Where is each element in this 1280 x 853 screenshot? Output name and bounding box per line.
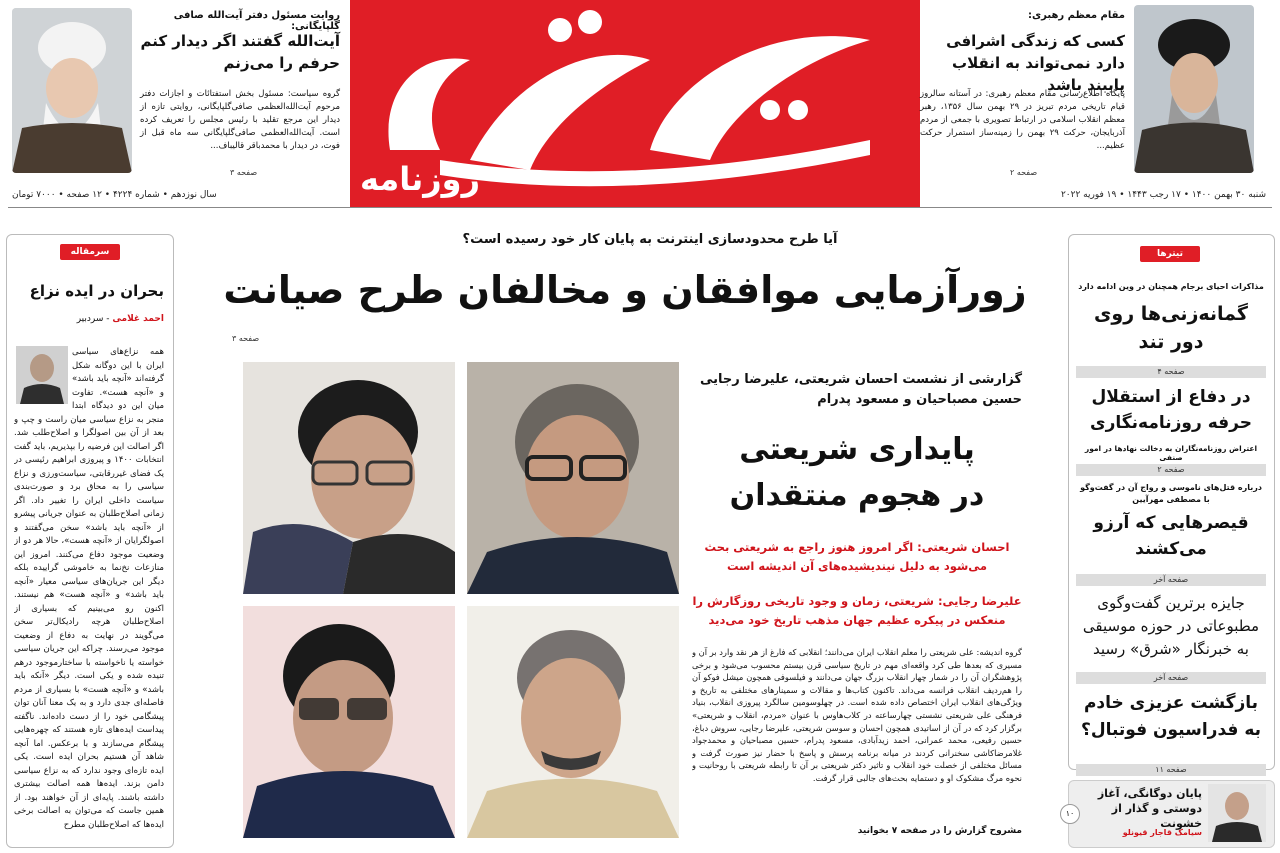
- editorial-title[interactable]: بحران در ایده نزاع: [29, 282, 164, 300]
- s3-page: صفحه آخر: [1076, 574, 1266, 586]
- photo-ehsan-shariati: [467, 362, 679, 594]
- top-left-kicker: روایت مسئول دفتر آیت‌الله صافی گلپایگانی:: [173, 10, 340, 32]
- story-title-2[interactable]: در هجوم منتقدان: [729, 478, 985, 513]
- s1-title[interactable]: گمانه‌زنی‌ها روی دور تند: [1094, 303, 1248, 353]
- s3-title[interactable]: قیصرهایی که آرزو می‌کشند: [1093, 513, 1249, 559]
- leader-photo: [1134, 5, 1254, 173]
- photo-hossein-mesbahian: [243, 606, 455, 838]
- headlines-tag: تیترها: [1140, 246, 1200, 262]
- editorial-byline: احمد غلامی - سردبیر: [76, 314, 164, 324]
- editorial-tag: سرمقاله: [60, 244, 120, 260]
- s2-page: صفحه ۲: [1076, 464, 1266, 476]
- s5-title[interactable]: بازگشت عزیزی خادم به فدراسیون فوتبال؟: [1080, 693, 1262, 740]
- story-continue[interactable]: مشروح گزارش را در صفحه ۷ بخوانید: [857, 826, 1022, 836]
- top-left-title[interactable]: آیت‌الله گفتند اگر دیدار کنم حرفم را می‌زنم: [140, 32, 340, 72]
- story-kicker: گزارشی از نشست احسان شریعتی، علیرضا رجایی حسین مصباحیان و مسعود پدرام: [699, 372, 1022, 407]
- issue-line: سال نوزدهم • شماره ۴۲۲۴ • ۱۲ صفحه • ۷۰۰۰ تومان: [12, 190, 217, 200]
- top-right-page: صفحه ۲: [1010, 168, 1038, 177]
- top-left-body: گروه سیاست: مسئول بخش استفتائات و اجازات دفتر مرحوم آیت‌الله‌العظمی صافی‌گلپایگانی، روایتی تازه از دیدار این مرجع تقلید با رئیس مجلس را تعریف کرده است. آیت‌الله‌العظمی صافی‌گلپایگانی سه ماه قبل از فوت، در دیدار با محمدباقر قالیباف...: [140, 89, 340, 151]
- photo-masoud-pedram: [467, 606, 679, 838]
- editorial-author-role: سردبیر: [76, 314, 104, 324]
- story-quote-1: احسان شریعتی: اگر امروز هنوز راجع به شریعتی بحث می‌شود به دلیل نیندیشیده‌های آن اندیشه است: [704, 540, 1010, 573]
- s2-sub: اعتراض روزنامه‌نگاران به دخالت نهادها در امور صنفی: [1084, 444, 1258, 462]
- masthead-subtitle: روزنامه: [360, 160, 480, 198]
- photo-alireza-rajaei: [243, 362, 455, 594]
- masthead-rule: [8, 207, 1272, 208]
- s4-title[interactable]: جایزه برترین گفت‌وگوی مطبوعاتی در حوزه موسیقی به خبرنگار «شرق» رسید: [1082, 594, 1260, 658]
- main-headline[interactable]: زورآزمایی موافقان و مخالفان طرح صیانت: [223, 268, 1027, 312]
- editorial-body-text: همه نزاع‌های سیاسی ایران با این دوگانه شکل گرفته‌اند «آنچه باید باشد» و «آنچه هست». تفاوت میان این دو دیدگاه ابتدا منجر به نزاع سیاسی میان راست و چپ و بعد از آن بین اصولگرا و اصلاح‌طلب شد. اگر اصالت این فرضیه را بپذیریم، باید گفت انتخابات ۱۴۰۰ و پیروزی ابراهیم رئیسی در یک فضای غیررقابتی، سیاست‌ورزی و نزاع سیاسی را به محاق برد و صورت‌بندی سیاست داخلی ایران را تغییر داد. اگر زمانی اصلاح‌طلبان به عنوان جریانی پیشرو از «آنچه باید باشد» سخن می‌گفتند و اصولگرایان از «آنچه هست»، حالا هر دو از وضعیت موجود دفاع می‌کنند. امروز این منازعات نخ‌نما به خاموشی گراییده بلکه دیگر این جریان‌های سیاسی معیار «آنچه باید باشد» و «آنچه هست» هم نیستند. اکنون رو می‌بینیم که بسیاری از اصلاح‌طلبان هرچه رادیکال‌تر سخن می‌گویند در نهایت به دفاع از وضعیت موجود می‌رسند. چراکه این جریان سیاسی خواسته یا ناخواسته با ساختارموجود درهم تنیده شده و یکی است. دیگر «آنکه باید باشد» و «آنچه هست» با بسیاری از مردم فاصله‌ای جدی دارد و به یک معنا آنان توان پیشگامی خود را از دست داده‌اند. ناگفته پیداست ایده‌های تازه هستند که چهره‌هایی پیشگام می‌سازند و با برعکس. اما آنچه شاهد آن هستیم بحران ایده است. یکی ایده تازه‌ای وجود ندارد که به نزاع سیاسی دامن بزند. ایده‌ها همه اصالت بیشتری داشته باشند. پایه‌ای از آن خواهند بود. از همین جاست که می‌توان به اصالت برخی ایده‌ها که اصلاح‌طلبان مطرح: [14, 347, 164, 830]
- top-right-title[interactable]: کسی که زندگی اشرافی دارد نمی‌تواند به انقلاب پایبند باشد: [946, 32, 1125, 94]
- editorial-photo-spacer: [14, 346, 72, 410]
- story-title-1[interactable]: پایداری شریعتی: [739, 432, 975, 467]
- opinion-author-photo: [1208, 784, 1266, 842]
- s1-page: صفحه ۴: [1076, 366, 1266, 378]
- s6-author: سیامک قاجار قیونلو: [1122, 828, 1202, 837]
- s4-page: صفحه آخر: [1076, 672, 1266, 684]
- date-line: شنبه ۳۰ بهمن ۱۴۰۰ • ۱۷ رجب ۱۴۴۳ • ۱۹ فوریه ۲۰۲۲: [1060, 190, 1266, 200]
- ayatollah-safi-photo: [12, 8, 132, 173]
- editorial-author: احمد غلامی: [112, 314, 164, 324]
- editorial-body: [14, 346, 164, 846]
- s3-kicker: درباره قتل‌های ناموسی و رواج آن در گفت‌وگو با مصطفی مهرآیین: [1080, 483, 1262, 504]
- main-kicker: آیا طرح محدودسازی اینترنت به پایان کار خود رسیده است؟: [462, 232, 838, 247]
- s6-page: ۱۰: [1060, 804, 1080, 824]
- s6-title[interactable]: پایان دوگانگی، آغاز دوستی و گذار از خشونت: [1097, 787, 1202, 830]
- top-left-page: صفحه ۳: [230, 168, 258, 177]
- s5-page: صفحه ۱۱: [1076, 764, 1266, 776]
- top-right-kicker: مقام معظم رهبری:: [1027, 10, 1125, 21]
- story-body: گروه اندیشه: علی شریعتی را معلم انقلاب ایران می‌دانند؛ انقلابی که فارغ از هر نقد وارد بر آن و مسیری که بعدها طی کرد واقعه‌ای مهم در تاریخ سیاسی قرن بیستم محسوب می‌شود و برخی پژوهشگران آن را در شمار چهار انقلاب بزرگ جهان می‌دانند و فیلسوفی همچون میشل فوکو آن را هم‌ردیف انقلاب فرانسه می‌داند. تاکنون کتاب‌ها و مقالات و سمینارهای مختلفی به تاریخ و ویژگی‌های انقلاب ایران اختصاص داده شده است. در چهلوسومین سالگرد پیروزی انقلاب، بنیاد فرهنگی علی شریعتی نشستی چهارساعته در کلاب‌هاوس با عنوان «مردم، انقلاب و شریعتی» برگزار کرد که در آن از اساتیدی همچون احسان و سوسن شریعتی، علیرضا رجایی، سروش دباغ، حسین رفیعی، محمد عمرانی، احمد زیدآبادی، مسعود پدرام، حسین مصباحیان و محمدجواد غلامرضاکاشی سخنرانی کردند در میانه برنامه پرسش و پاسخ با حضار نیز صورت گرفت و مسائل مختلفی از خصلت خود انقلاب و تاثیر دکتر شریعتی بر آن تا رابطه شریعتی با روحانیت و نحوه مرگ مشکوک او و دستمایه بحث‌های جالبی قرار گرفت.: [692, 647, 1022, 783]
- masthead-logo-text: [560, 70, 562, 71]
- story-quote-2: علیرضا رجایی: شریعتی، زمان و وجود تاریخی روزگارش را منعکس در پیکره عظیم جهان مذهب تاریخ خود می‌دید: [692, 594, 1022, 627]
- s2-title[interactable]: در دفاع از استقلال حرفه روزنامه‌نگاری: [1090, 387, 1252, 433]
- top-right-body: پایگاه اطلاع‌رسانی مقام معظم رهبری: در آستانه سالروز قیام تاریخی مردم تبریز در ۲۹ بهمن سال ۱۳۵۶، رهبر معظم انقلاب اسلامی در ارتباط تصویری با جمعی از مردم آذربایجان، حرکت ۲۹ بهمن را زمینه‌ساز استمرار حرکت عظیم...: [920, 89, 1125, 151]
- s1-kicker: مذاکرات احیای برجام همچنان در وین ادامه دارد: [1078, 282, 1264, 291]
- main-page: صفحه ۳: [232, 334, 260, 343]
